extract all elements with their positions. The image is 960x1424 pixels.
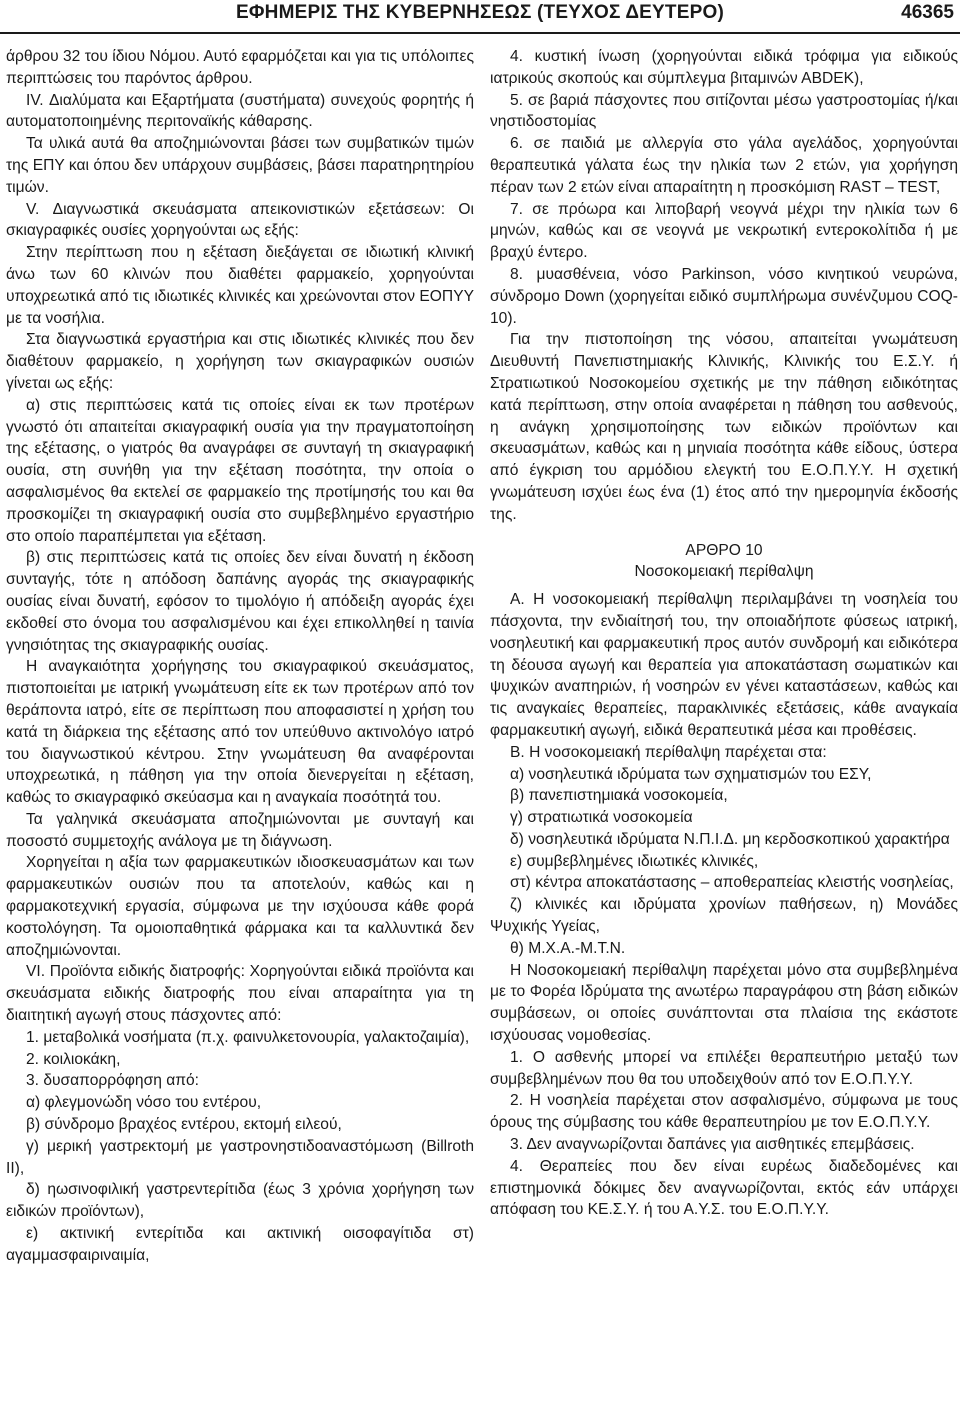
gazette-title: ΕΦΗΜΕΡΙΣ ΤΗΣ ΚΥΒΕΡΝΗΣΕΩΣ (ΤΕΥΧΟΣ ΔΕΥΤΕΡΟ): [236, 2, 724, 23]
paragraph: Η αναγκαιότητα χορήγησης του σκιαγραφικού σκευάσματος, πιστοποιείται με ιατρική γνωμάτευση είτε εκ των προτέρων από τον θεράποντα ιατρό, είτε σε περίπτωση που αποφασιστεί η χρήση του κατά τη διάρκεια της εξέτασης από τον υπεύθυνο ακτινολόγο ιατρό του διαγνωστικού κέντρου. Στην γνωμάτευση θα αναφέρονται υποχρεωτικά, η πάθηση για την οποία διενεργείται η εξέταση, καθώς το σκιαγραφικό σκεύασμα και η αναγκαία ποσότητά του.: [6, 658, 474, 807]
list-item: 2. κοιλιοκάκη,: [26, 1050, 121, 1068]
list-item: 4. Θεραπείες που δεν είναι ευρέως διαδεδομένες και επιστημονικά δόκιμες δεν αναγνωρίζονται, εκτός εάν υπάρχει απόφαση του ΚΕ.Σ.Υ. ή του Α.Υ.Σ. του Ε.Ο.Π.Υ.Υ.: [490, 1157, 958, 1219]
paragraph: Α. Η νοσοκομειακή περίθαλψη περιλαμβάνει τη νοσηλεία του πάσχοντα, την ενδιαίτησή του, την οποιαδήποτε φύσεως ιατρική, νοσηλευτική και φαρμακευτική προς αυτόν συνδρομή και ειδικότερα τη δέουσα αγωγή και θεραπεία για αποκατάσταση σωματικών και ψυχικών αναπηριών, ή νοσηρών εν γένει καταστάσεων, καθώς και τις αναγκαίες θεραπείες, παρακλινικές εξετάσεις, κάθε αναγκαία φαρμακευτική αγωγή, ειδικά θεραπευτικά μέσα και προθέσεις.: [490, 591, 958, 739]
list-item: 1. Ο ασθενής μπορεί να επιλέξει θεραπευτήριο μεταξύ των συμβεβλημένων που θα του υποδειχθούν από τον Ε.Ο.Π.Υ.Υ.: [490, 1048, 958, 1088]
list-item: 1. μεταβολικά νοσήματα (π.χ. φαινυλκετονουρία, γαλακτοζαιμία),: [26, 1028, 470, 1046]
paragraph: VΙ. Προϊόντα ειδικής διατροφής: Χορηγούνται ειδικά προϊόντα και σκευάσματα ειδικής διατροφής που είναι απαραίτητα για τη διαιτητική αγωγή στους πάσχοντες από:: [6, 963, 474, 1025]
paragraph: Στα διαγνωστικά εργαστήρια και στις ιδιωτικές κλινικές που δεν διαθέτουν φαρμακείο, η χορήγηση των σκιαγραφικών ουσιών γίνεται ως εξής:: [6, 331, 474, 392]
list-item: 4. κυστική ίνωση (χορηγούνται ειδικά τρόφιμα για ειδικούς ιατρικούς σκοπούς και σύμπλεγμα βιταμινών ΑΒDEK),: [490, 48, 958, 87]
right-column: [490, 46, 958, 1221]
paragraph: Η Νοσοκομειακή περίθαλψη παρέχεται μόνο στα συμβεβλημένα με το Φορέα Ιδρύματα της ανωτέρω παραγράφου στη βάση ειδικών συμβάσεων, οι οποίες συνάπτονται στα πλαίσια της εκάστοτε ισχύουσας νομοθεσίας.: [490, 961, 958, 1045]
list-item: δ) ηωσινοφιλική γαστρεντερίτιδα (έως 3 χρόνια χορήγηση των ειδικών προϊόντων),: [6, 1181, 474, 1221]
list-item: 8. μυασθένεια, νόσο Parkinson, νόσο κινητικού νευρώνα, σύνδρομο Down (χορηγείται ειδικό συμπλήρωμα συνένζυμου COQ-10).: [490, 265, 958, 327]
list-item: 3. δυσαπορρόφηση από:: [26, 1072, 200, 1090]
paragraph: Χορηγείται η αξία των φαρμακευτικών ιδιοσκευασμάτων και των φαρμακευτικών ουσιών που τα αποτελούν, καθώς και η φαρμακοτεχνική εργασία, σύμφωνα με την ισχύουσα κάθε φορά κοστολόγηση. Τα ομοιοπαθητικά φάρμακα και τα καλλυντικά δεν αποζημιώνονται.: [6, 854, 474, 959]
article-heading: ΑΡΘΡΟ 10: [685, 541, 763, 559]
list-item: γ) μερική γαστρεκτομή με γαστρονηστιδοαναστόμωση (Billroth II),: [6, 1137, 474, 1177]
paragraph: V. Διαγνωστικά σκευάσματα απεικονιστικών εξετάσεων: Οι σκιαγραφικές ουσίες χορηγούνται ως εξής:: [6, 200, 474, 240]
list-item: 5. σε βαριά πάσχοντες που σιτίζονται μέσω γαστροστομίας ή/και νηστιδοστομίας: [490, 91, 958, 131]
header-rule: [0, 32, 960, 34]
article-subheading: Νοσοκομειακή περίθαλψη: [634, 563, 814, 581]
list-item: 3. Δεν αναγνωρίζονται δαπάνες για αισθητικές επεμβάσεις.: [510, 1136, 915, 1154]
paragraph: ΙV. Διαλύματα και Εξαρτήματα (συστήματα) συνεχούς φορητής ή αυτοματοποιημένης περιτοναϊκής κάθαρσης.: [6, 91, 474, 131]
list-item: θ) Μ.Χ.Α.-Μ.Τ.Ν.: [510, 939, 626, 957]
list-item: ζ) κλινικές και ιδρύματα χρονίων παθήσεων, η) Μονάδες Ψυχικής Υγείας,: [490, 896, 958, 936]
list-item: στ) κέντρα αποκατάστασης – αποθεραπείας κλειστής νοσηλείας,: [510, 874, 954, 892]
list-item: ε) συμβεβλημένες ιδιωτικές κλινικές,: [510, 852, 759, 870]
page-number: 46365: [901, 2, 954, 23]
paragraph: α) στις περιπτώσεις κατά τις οποίες είναι εκ των προτέρων γνωστό ότι απαιτείται σκιαγραφική ουσία για την πραγματοποίηση της εξέτασης, ο γιατρός θα αναγράφει σε συνταγή τη σκιαγραφική ουσία, στη συνήθη για την εξέταση ποσότητα, την οποία ο ασφαλισμένος θα εκτελεί σε φαρμακείο της προτίμησής του και θα προσκομίζει τη σκιαγραφική ουσία στο συμβεβλημένο εργαστήριο στο οποίο παραπέμπεται για εξέταση.: [6, 396, 474, 545]
list-item: β) σύνδρομο βραχέος εντέρου, εκτομή ειλεού,: [26, 1116, 342, 1134]
list-item: 6. σε παιδιά με αλλεργία στο γάλα αγελάδος, χορηγούνται θεραπευτικά γάλατα έως την ηλικία των 2 ετών, για χορήγηση πέραν των 2 ετών είναι απαραίτητη η προσκόμιση RAST – TEST,: [490, 135, 958, 196]
left-column: [6, 46, 474, 1267]
paragraph: β) στις περιπτώσεις κατά τις οποίες δεν είναι δυνατή η έκδοση συνταγής, τότε η απόδοση δαπάνης αγοράς της σκιαγραφικής ουσίας είναι δυνατή, εφόσον το τιμολόγιο ή απόδειξη αγοράς έχει εκδοθεί στο όνομα του ασφαλισμένου και έχει επικολληθεί η ταινία γνησιότητας της σκιαγραφικής ουσίας.: [6, 549, 474, 654]
list-item: 2. Η νοσηλεία παρέχεται στον ασφαλισμένο, σύμφωνα με τους όρους της σύμβασης του κάθε θεραπευτηρίου με τον Ε.Ο.Π.Υ.Υ.: [490, 1092, 958, 1132]
paragraph: Β. Η νοσοκομειακή περίθαλψη παρέχεται στα:: [510, 743, 827, 761]
list-item: α) νοσηλευτικά ιδρύματα των σχηματισμών του ΕΣΥ,: [510, 765, 872, 783]
page-header: [0, 0, 960, 32]
list-item: γ) στρατιωτικά νοσοκομεία: [510, 809, 693, 827]
paragraph: Τα υλικά αυτά θα αποζημιώνονται βάσει των συμβατικών τιμών της ΕΠΥ και όπου δεν υπάρχουν συμβάσεις, βάσει παρατηρητηρίου τιμών.: [6, 135, 474, 196]
paragraph: Τα γαληνικά σκευάσματα αποζημιώνονται με συνταγή και ποσοστό συμμετοχής ανάλογα με τη διάγνωση.: [6, 810, 474, 850]
list-item: δ) νοσηλευτικά ιδρύματα Ν.Π.Ι.Δ. μη κερδοσκοπικού χαρακτήρα: [510, 830, 950, 848]
paragraph: Στην περίπτωση που η εξέταση διεξάγεται σε ιδιωτική κλινική άνω των 60 κλινών που διαθέτει φαρμακείο, χορηγούνται υποχρεωτικά από τις ιδιωτικές κλινικές και χρεώνονται στον ΕΟΠΥΥ με τα νοσήλια.: [6, 244, 474, 327]
list-item: β) πανεπιστημιακά νοσοκομεία,: [510, 787, 728, 805]
paragraph: άρθρου 32 του ίδιου Νόμου. Αυτό εφαρμόζεται και για τις υπόλοιπες περιπτώσεις του παρόντος άρθρου.: [6, 48, 474, 87]
list-item: ε) ακτινική εντερίτιδα και ακτινική οισοφαγίτιδα στ) αγαμμασφαιριναιμία,: [6, 1225, 474, 1264]
list-item: α) φλεγμονώδη νόσο του εντέρου,: [26, 1094, 262, 1112]
list-item: 7. σε πρόωρα και λιποβαρή νεογνά μέχρι την ηλικία των 6 μηνών, καθώς και σε νεογνά με νεκρωτική εντεροκολίτιδα ή με βραχύ έντερο.: [490, 200, 958, 262]
paragraph: Για την πιστοποίηση της νόσου, απαιτείται γνωμάτευση Διευθυντή Πανεπιστημιακής Κλινικής, Κλινικής του Ε.Σ.Υ. ή Στρατιωτικού Νοσοκομείου σχετικής με την πάθηση ειδικότητας κατά περίπτωση, στην οποία αναφέρεται η πάθηση του ασθενούς, η ανάγκη χρησιμοποίησης των ειδικών προϊόντων και σκευασμάτων, καθώς και η μηνιαία ποσότητα κάθε είδους, ύστερα από έγκριση του αρμόδιου ελεγκτή του Ε.Ο.Π.Υ.Υ. Η σχετική γνωμάτευση ισχύει έως ένα (1) έτος από την ημερομηνία έκδοσής της.: [490, 331, 958, 523]
